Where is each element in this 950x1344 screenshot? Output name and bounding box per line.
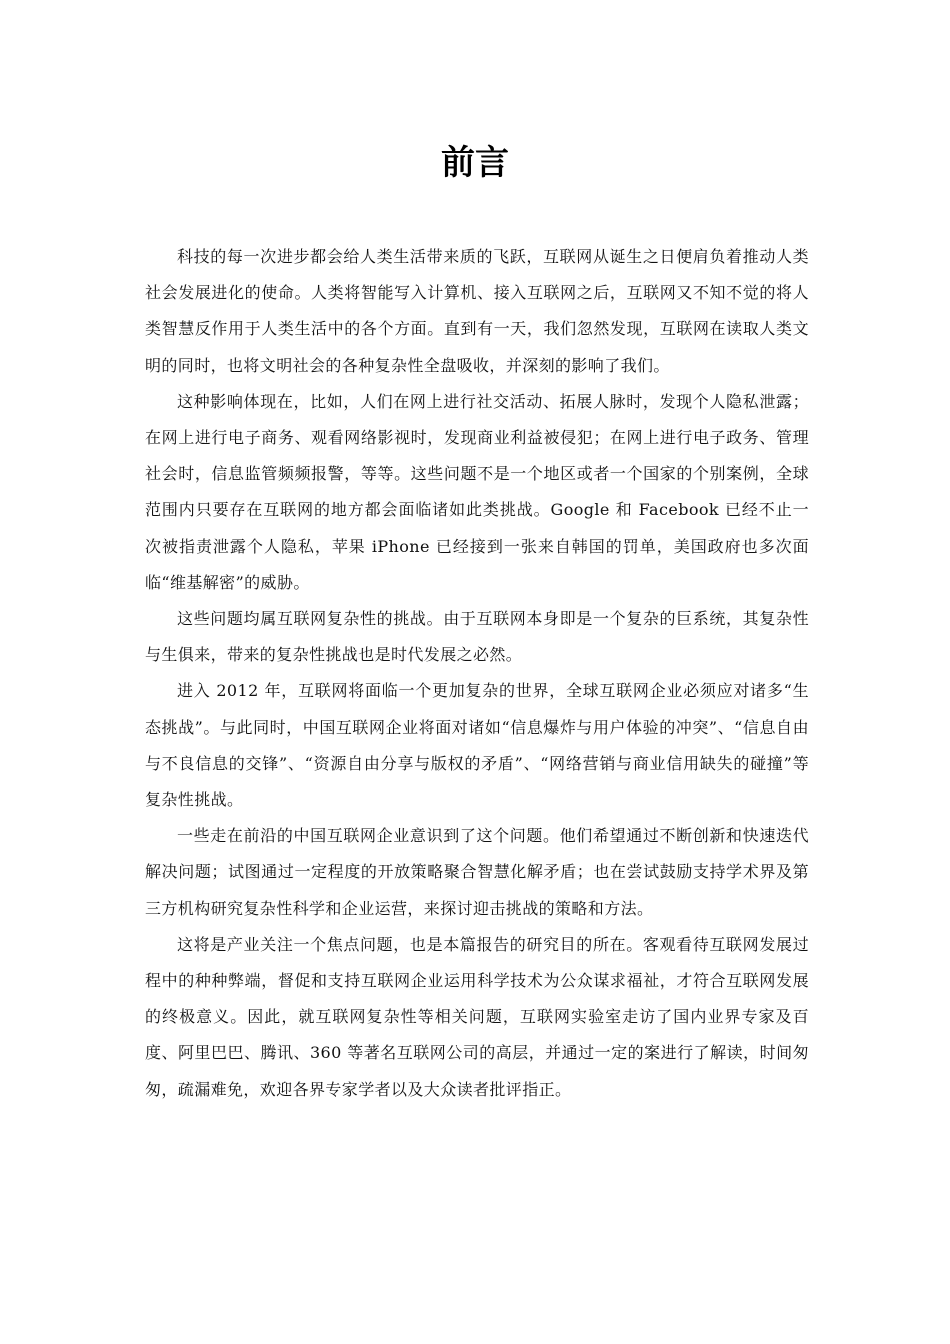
page-title: 前言 [441, 143, 509, 183]
paragraph-5: 一些走在前沿的中国互联网企业意识到了这个问题。他们希望通过不断创新和快速迭代解决问题；试图通过一定程度的开放策略聚合智慧化解矛盾；也在尝试鼓励支持学术界及第三方机构研究复杂性科学和企业运营，来探讨迎击挑战的策略和方法。 [145, 826, 809, 918]
paragraph-2: 这种影响体现在，比如，人们在网上进行社交活动、拓展人脉时，发现个人隐私泄露；在网上进行电子商务、观看网络影视时，发现商业利益被侵犯；在网上进行电子政务、管理社会时，信息监管频频报警，等等。这些问题不是一个地区或者一个国家的个别案例，全球范围内只要存在互联网的地方都会面临诸如此类挑战。Google 和 Facebook 已经不止一次被指责泄露个人隐私，苹果 iPhone 已经接到一张来自韩国的罚单，美国政府也多次面临“维基解密”的威胁。 [145, 391, 809, 592]
paragraph-4: 进入 2012 年，互联网将面临一个更加复杂的世界，全球互联网企业必须应对诸多“生态挑战”。与此同时，中国互联网企业将面对诸如“信息爆炸与用户体验的冲突”、“信息自由与不良信息的交锋”、“资源自由分享与版权的矛盾”、“网络营销与商业信用缺失的碰撞”等复杂性挑战。 [145, 681, 809, 810]
paragraph-3: 这些问题均属互联网复杂性的挑战。由于互联网本身即是一个复杂的巨系统，其复杂性与生俱来，带来的复杂性挑战也是时代发展之必然。 [145, 609, 809, 665]
paragraph-6: 这将是产业关注一个焦点问题，也是本篇报告的研究目的所在。客观看待互联网发展过程中的种种弊端，督促和支持互联网企业运用科学技术为公众谋求福祉，才符合互联网发展的终极意义。因此，就互联网复杂性等相关问题，互联网实验室走访了国内业界专家及百度、阿里巴巴、腾讯、360 等著名互联网公司的高层，并通过一定的案进行了解读，时间匆匆，疏漏难免，欢迎各界专家学者以及大众读者批评指正。 [145, 934, 809, 1099]
preface-body [145, 239, 809, 1108]
paragraph-1: 科技的每一次进步都会给人类生活带来质的飞跃，互联网从诞生之日便肩负着推动人类社会发展进化的使命。人类将智能写入计算机、接入互联网之后，互联网又不知不觉的将人类智慧反作用于人类生活中的各个方面。直到有一天，我们忽然发现，互联网在读取人类文明的同时，也将文明社会的各种复杂性全盘吸收，并深刻的影响了我们。 [145, 247, 809, 375]
